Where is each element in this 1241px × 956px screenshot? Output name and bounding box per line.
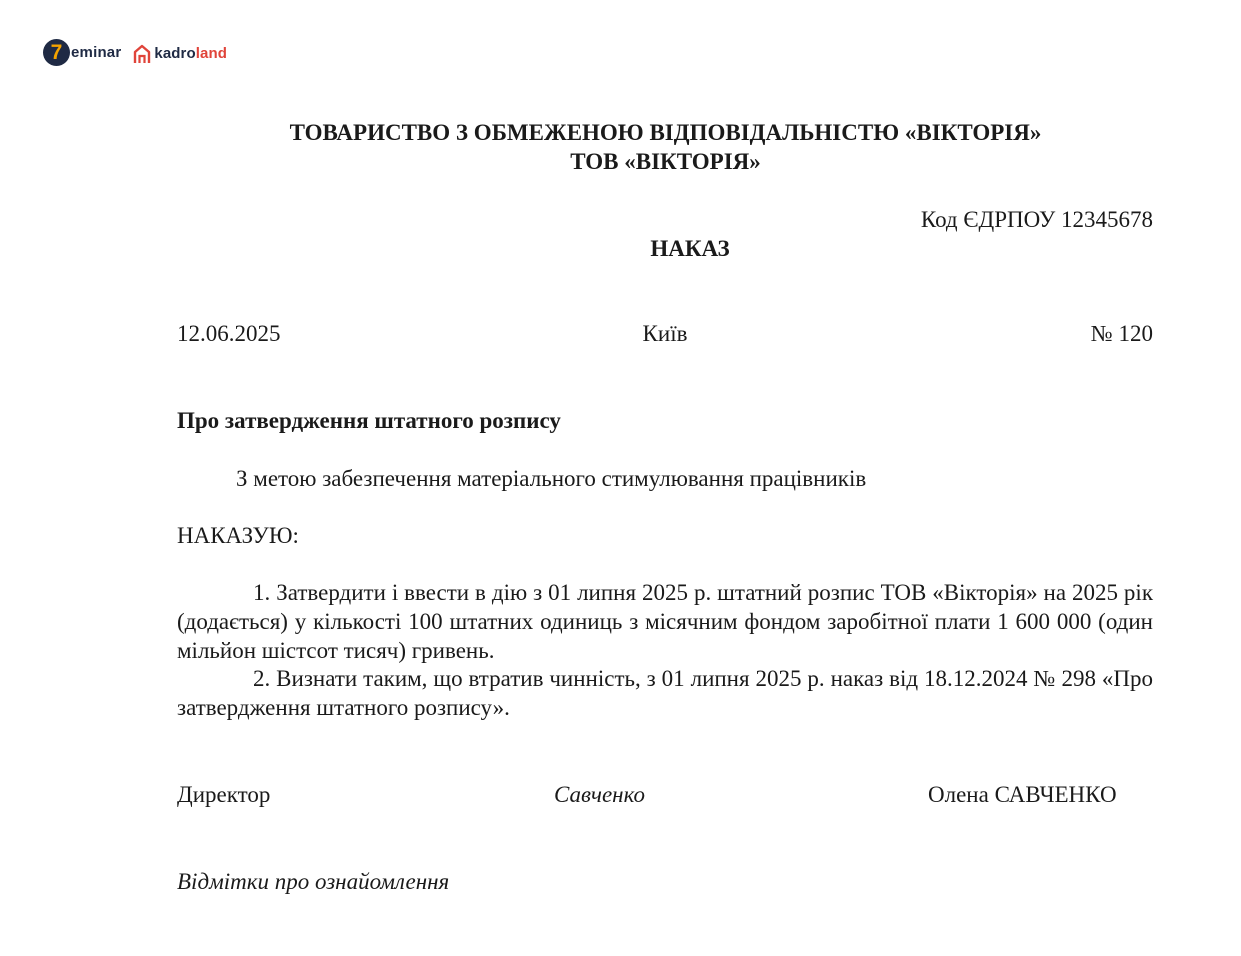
order-item-2 [177,664,1153,722]
brand-logos [43,39,227,66]
order-purpose: З метою забезпечення матеріального стимулювання працівників [236,466,867,491]
handwritten-signature: Савченко [554,782,645,807]
company-short-name: ТОВ «ВІКТОРІЯ» [570,149,761,174]
signatory-position: Директор [177,782,271,807]
kadroland-logo [133,44,227,64]
order-date: 12.06.2025 [177,321,281,346]
company-full-name: ТОВАРИСТВО З ОБМЕЖЕНОЮ ВІДПОВІДАЛЬНІСТЮ «ВІКТОРІЯ» [289,120,1042,145]
order-word: НАКАЗУЮ: [177,523,299,548]
seminar-seven-badge: 7 [43,39,70,66]
edrpou-code: Код ЄДРПОУ 12345678 [920,207,1153,232]
order-subject: Про затвердження штатного розпису [177,408,561,433]
order-item-2-text: 2. Визнати таким, що втратив чинність, з 01 липня 2025 р. наказ від 18.12.2024 № 298 «Про затвердження штатного розпису». [177,666,1153,720]
order-item-1 [177,578,1153,665]
order-city: Київ [642,321,688,346]
seminar-logo [43,39,121,66]
signatory-name: Олена САВЧЕНКО [928,782,1117,807]
document-type-title: НАКАЗ [650,236,730,261]
kadroland-logo-text [154,45,227,62]
house-icon [133,44,151,64]
acknowledgement-note: Відмітки про ознайомлення [177,869,450,894]
kadroland-main-text: kadro [154,45,196,62]
seminar-logo-text: eminar [71,44,122,61]
order-item-1-text: 1. Затвердити і ввести в дію з 01 липня 2025 р. штатний розпис ТОВ «Вікторія» на 2025 рік (додається) у кількості 100 штатних одиниць з місячним фондом заробітної плати 1 600 000 (один мільйон шістсот тисяч) гривень. [177,580,1153,663]
kadroland-accent-text: land [195,45,227,62]
order-number: № 120 [1090,321,1153,346]
